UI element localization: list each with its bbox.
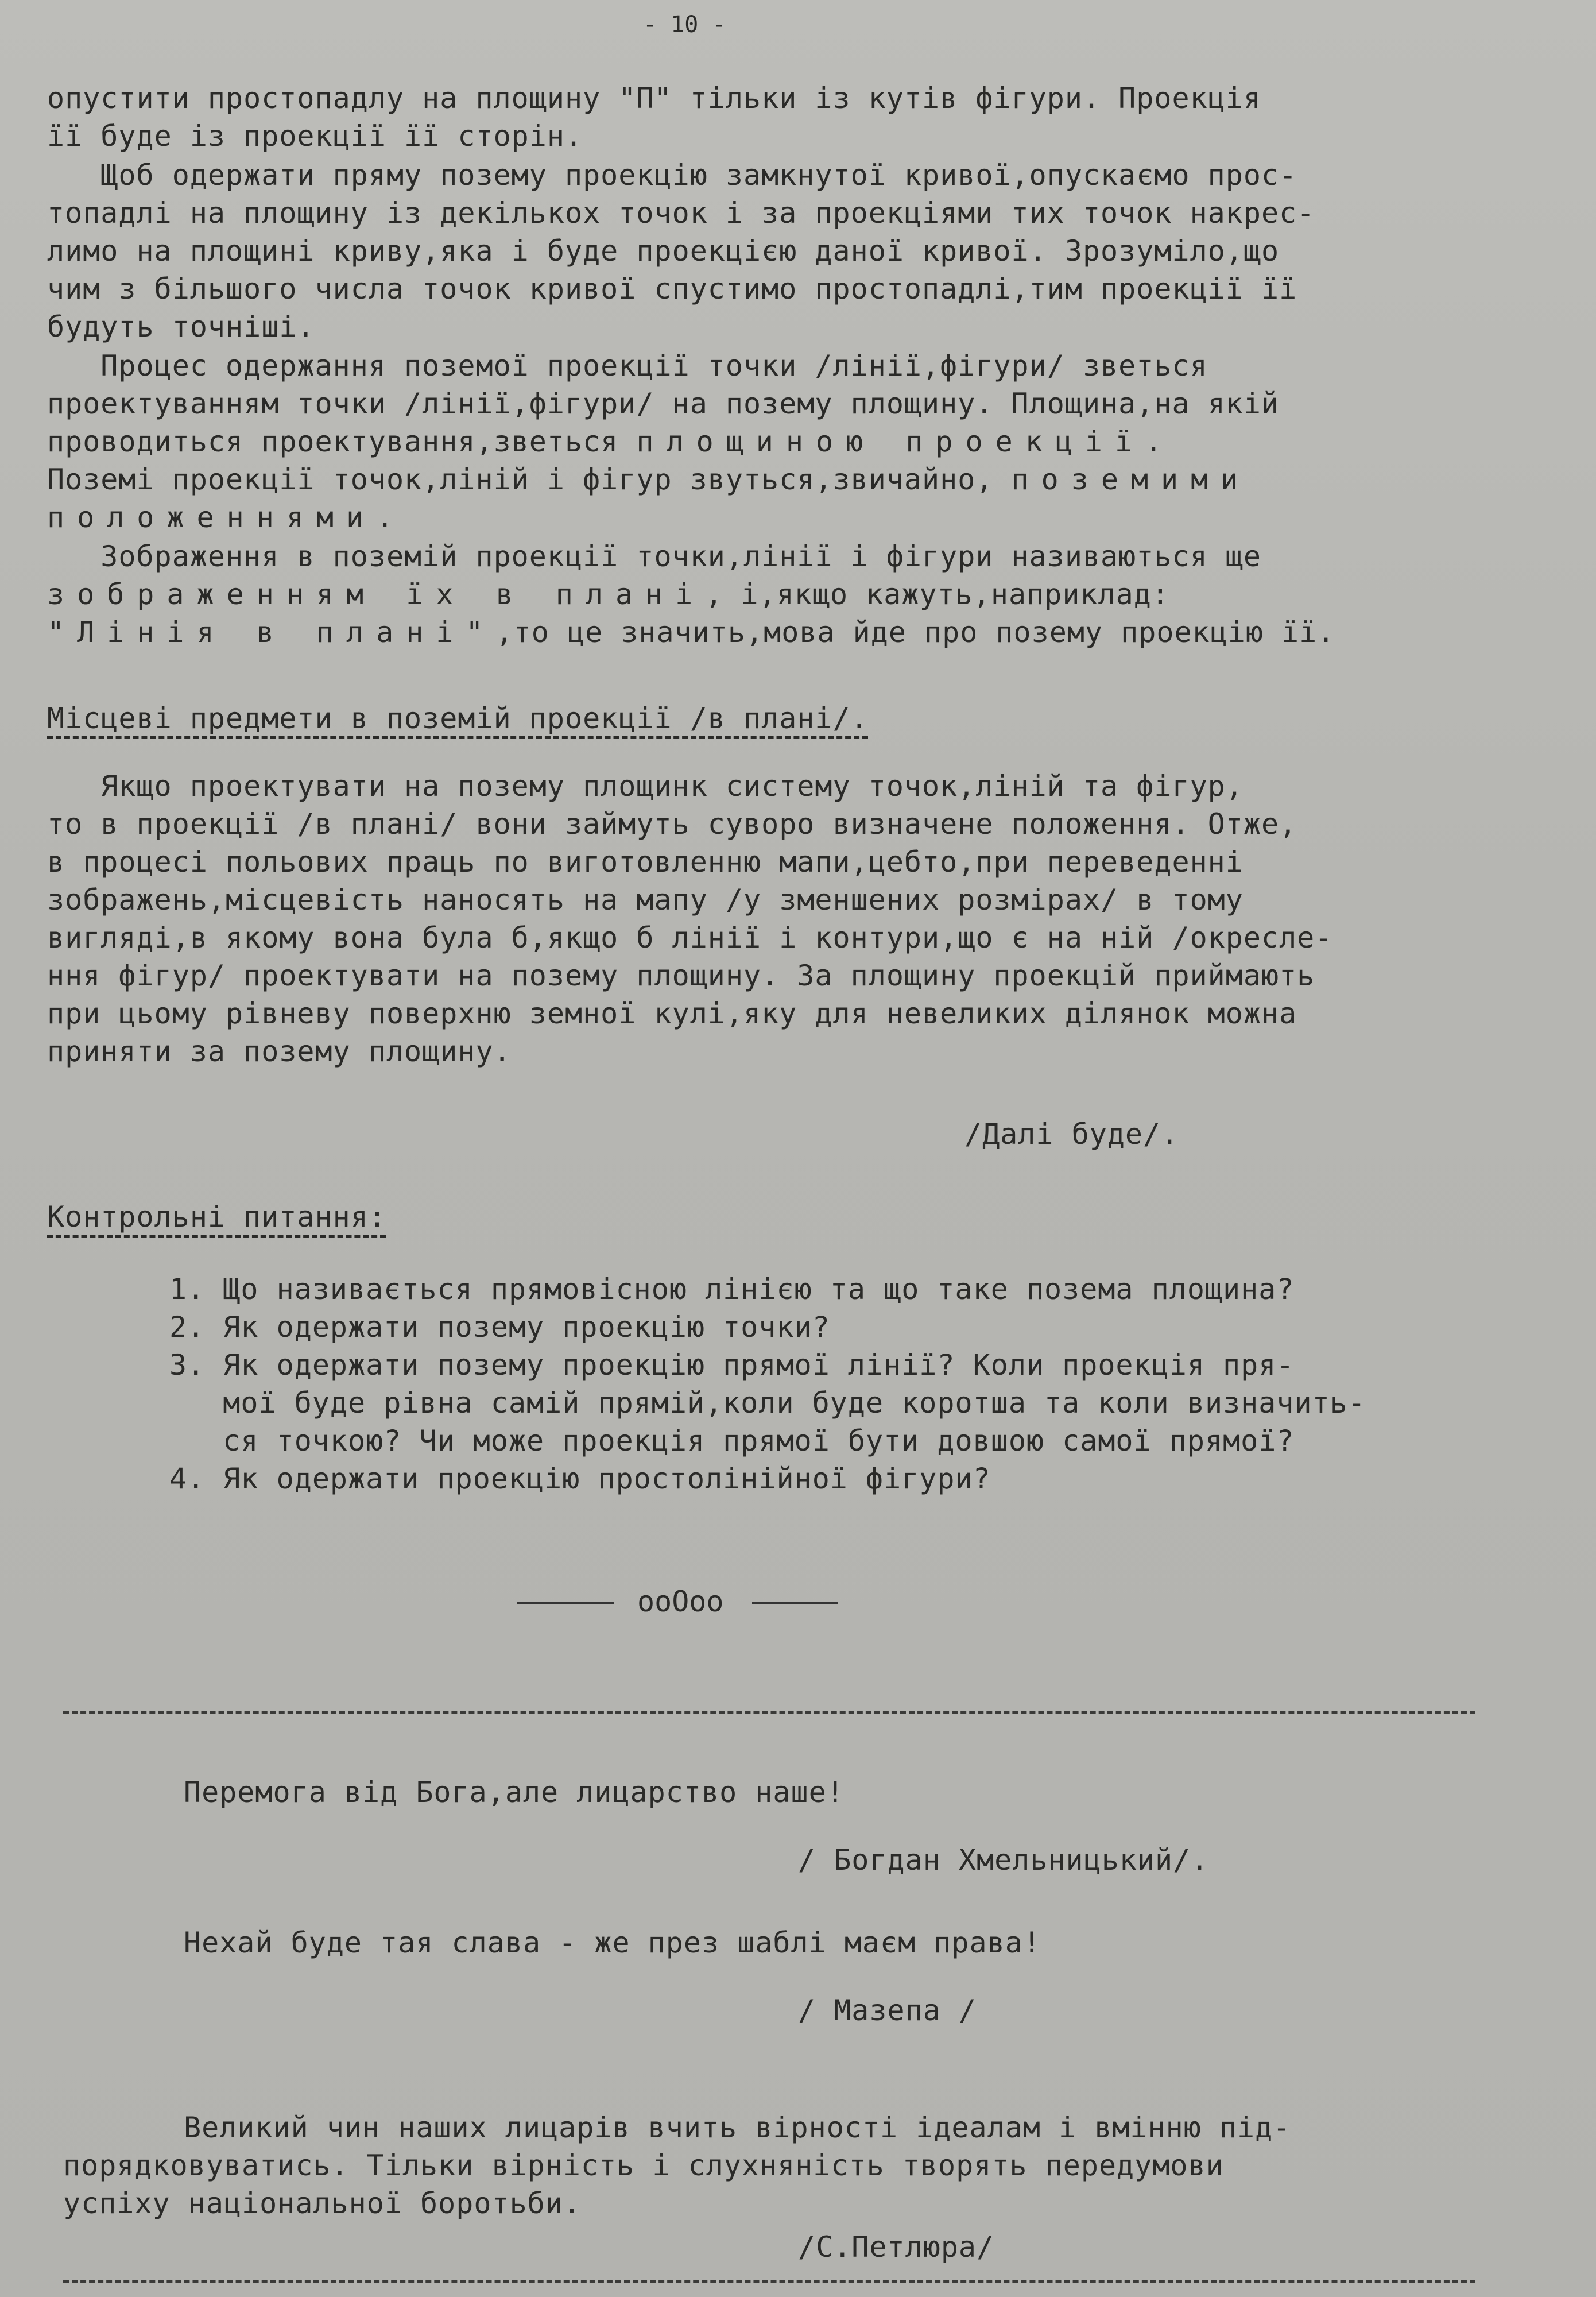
- quote-text: порядковуватись. Тільки вірність і слухняність творять передумови: [63, 2149, 1224, 2182]
- text-line: [47, 575, 1169, 613]
- question-line: мої буде рівна самій прямій,коли буде коротша та коли визначить-: [169, 1386, 1366, 1420]
- section-heading: Місцеві предмети в поземій проекції /в плані/.: [47, 702, 869, 735]
- text-line: будуть точніші.: [47, 310, 315, 343]
- dashed-separator: [63, 2280, 1475, 2283]
- text-line: чим з більшого числа точок кривої спустимо простопадлі,тим проекції її: [47, 272, 1297, 306]
- text-line: [47, 461, 1250, 498]
- ornament-line-left: [517, 1602, 614, 1604]
- text-line: вигляді,в якому вона була б,якщо б лінії і контури,що є на ній /окресле-: [47, 921, 1333, 954]
- question-line: 3. Як одержати позему проекцію прямої лінії? Коли проекція пря-: [169, 1348, 1295, 1382]
- question-line: ся точкою? Чи може проекція прямої бути довшою самої прямої?: [169, 1424, 1295, 1457]
- text-line: [47, 613, 1335, 651]
- text-span: Поземі проекції точок,ліній і фігур звуться,звичайно,: [47, 463, 1012, 496]
- spaced-term: площиною проекції.: [636, 425, 1175, 458]
- text-line: приняти за позему площину.: [47, 1035, 512, 1068]
- text-span: проводиться проектування,зветься: [47, 425, 637, 458]
- text-line: Процес одержання поземої проекції точки /лінії,фігури/ зветься: [47, 349, 1208, 382]
- quote-text: Перемога від Бога,але лицарство наше!: [184, 1776, 845, 1809]
- dashed-separator: [63, 1711, 1475, 1714]
- ornament-line-right: [752, 1602, 838, 1604]
- questions-heading: Контрольні питання:: [47, 1200, 386, 1233]
- quote-author: / Мазепа /: [798, 1994, 977, 2027]
- page-number: - 10 -: [643, 11, 726, 38]
- question-line: 4. Як одержати проекцію простолінійної фігури?: [169, 1462, 991, 1495]
- text-line: проектуванням точки /лінії,фігури/ на позему площину. Площина,на якій: [47, 387, 1280, 420]
- text-line: Якщо проектувати на позему площинк систему точок,ліній та фігур,: [47, 769, 1244, 803]
- ornament-text: ooOoo: [637, 1585, 724, 1618]
- text-line: зображень,місцевість наносять на мапу /у зменшених розмірах/ в тому: [47, 883, 1244, 917]
- text-line: її буде із проекції її сторін.: [47, 119, 583, 153]
- quote-text: Великий чин наших лицарів вчить вірності ідеалам і вмінню під-: [184, 2111, 1291, 2144]
- spaced-term: "Лінія в плані": [47, 616, 496, 649]
- text-span: , і,якщо кажуть,наприклад:: [705, 578, 1169, 611]
- question-line: 1. Що називається прямовісною лінією та що таке позема площина?: [169, 1273, 1295, 1306]
- text-line: опустити простопадлу на площину "П" тільки із кутів фігури. Проекція: [47, 82, 1261, 115]
- quote-text: успіху національної боротьби.: [63, 2187, 581, 2220]
- text-line: Зображення в поземій проекції точки,лінії і фігури називаються ще: [47, 540, 1261, 573]
- quote-author: / Богдан Хмельницький/.: [798, 1843, 1209, 1877]
- spaced-term-line: положеннями.: [47, 501, 406, 534]
- to-be-continued: /Далі буде/.: [964, 1117, 1179, 1151]
- text-line: при цьому рівневу поверхню земної кулі,яку для невеликих ділянок можна: [47, 997, 1297, 1030]
- text-line: то в проекції /в плані/ вони займуть суворо визначене положення. Отже,: [47, 807, 1297, 841]
- quote-text: Нехай буде тая слава - же през шаблі маєм права!: [184, 1926, 1041, 1959]
- quote-author: /С.Петлюра/: [798, 2230, 995, 2264]
- question-line: 2. Як одержати позему проекцію точки?: [169, 1310, 830, 1344]
- ornament-divider: [517, 1585, 838, 1619]
- text-line: топадлі на площину із декількох точок і за проекціями тих точок накрес-: [47, 196, 1315, 230]
- spaced-term: поземими: [1011, 463, 1251, 496]
- text-line: лимо на площині криву,яка і буде проекцією даної кривої. Зрозуміло,що: [47, 234, 1280, 268]
- text-line: [47, 423, 1175, 461]
- text-span: ,то це значить,мова йде про позему проекцію її.: [495, 616, 1335, 649]
- text-line: ння фігур/ проектувати на позему площину. За площину проекцій приймають: [47, 959, 1315, 992]
- text-line: Щоб одержати пряму позему проекцію замкнутої кривої,опускаємо прос-: [47, 158, 1297, 192]
- text-line: в процесі польових праць по виготовленню мапи,цебто,при переведенні: [47, 845, 1244, 879]
- spaced-term: зображенням їх в плані: [47, 578, 706, 611]
